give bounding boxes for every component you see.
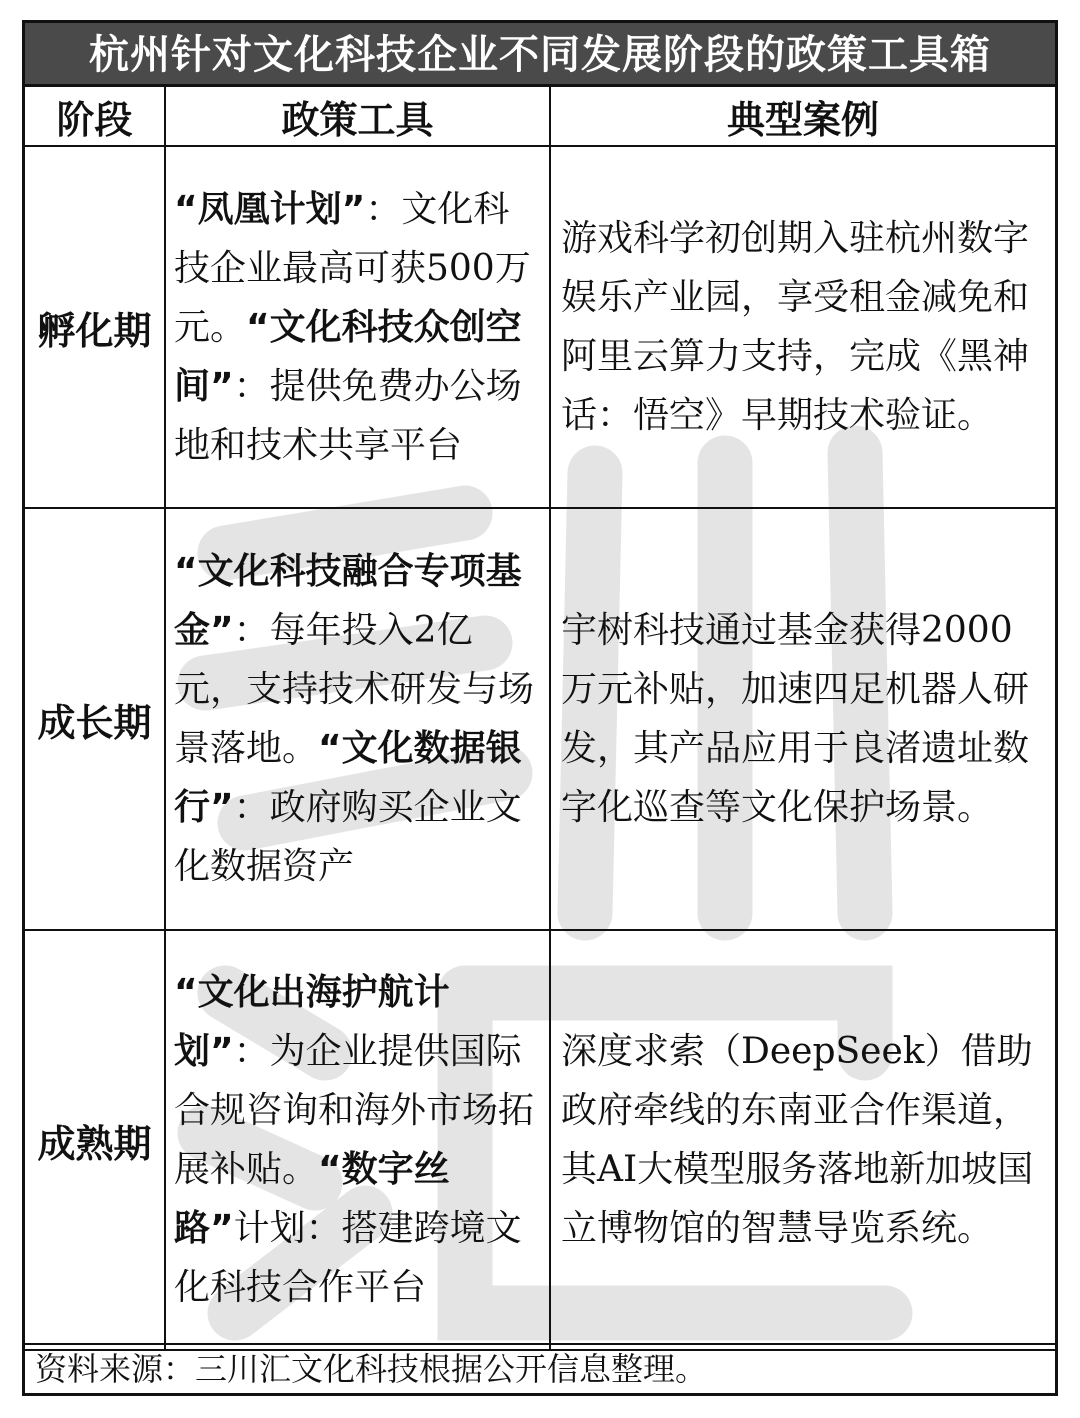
policy-tool-cell — [165, 508, 550, 930]
typical-case-cell: 宇树科技通过基金获得2000万元补贴，加速四足机器人研发，其产品应用于良渚遗址数字化巡查等文化保护场景。 — [550, 508, 1055, 930]
policy-name: “文化出海护航计划” — [174, 972, 450, 1072]
header-stage: 阶段 — [25, 87, 165, 146]
policy-desc: ：为企业提供国际合规咨询和海外市场拓展补贴。 — [174, 1031, 535, 1190]
policy-name: “凤凰计划” — [174, 188, 366, 230]
policy-name: “数字丝路” — [174, 1149, 450, 1249]
stage-cell: 成熟期 — [25, 930, 165, 1350]
policy-table-frame — [22, 20, 1058, 1396]
stage-cell: 孵化期 — [25, 146, 165, 508]
table-row — [25, 930, 1055, 1350]
policy-table — [25, 87, 1055, 1351]
policy-desc: ：每年投入2亿元，支持技术研发与场景落地。 — [174, 610, 535, 769]
header-typical-case: 典型案例 — [550, 87, 1055, 146]
policy-name: “文化科技众创空间” — [174, 306, 522, 407]
source-note: 资料来源：三川汇文化科技根据公开信息整理。 — [25, 1343, 1055, 1393]
table-header-row — [25, 87, 1055, 146]
typical-case-cell: 游戏科学初创期入驻杭州数字娱乐产业园，享受租金减免和阿里云算力支持，完成《黑神话：悟空》早期技术验证。 — [550, 146, 1055, 508]
stage-cell: 成长期 — [25, 508, 165, 930]
policy-name: “文化数据银行” — [174, 728, 522, 828]
policy-tool-cell — [165, 146, 550, 508]
table-row — [25, 146, 1055, 508]
typical-case-cell: 深度求索（DeepSeek）借助政府牵线的东南亚合作渠道，其AI大模型服务落地新加坡国立博物馆的智慧导览系统。 — [550, 930, 1055, 1350]
policy-desc: 计划：搭建跨境文化科技合作平台 — [174, 1208, 522, 1308]
policy-desc: ：文化科技企业最高可获500万元。 — [174, 188, 531, 348]
policy-tool-cell — [165, 930, 550, 1350]
policy-desc: ：提供免费办公场地和技术共享平台 — [174, 365, 522, 466]
table-title: 杭州针对文化科技企业不同发展阶段的政策工具箱 — [25, 23, 1055, 87]
table-row — [25, 508, 1055, 930]
policy-name: “文化科技融合专项基金” — [174, 551, 522, 651]
policy-desc: ：政府购买企业文化数据资产 — [174, 787, 522, 887]
header-policy-tool: 政策工具 — [165, 87, 550, 146]
